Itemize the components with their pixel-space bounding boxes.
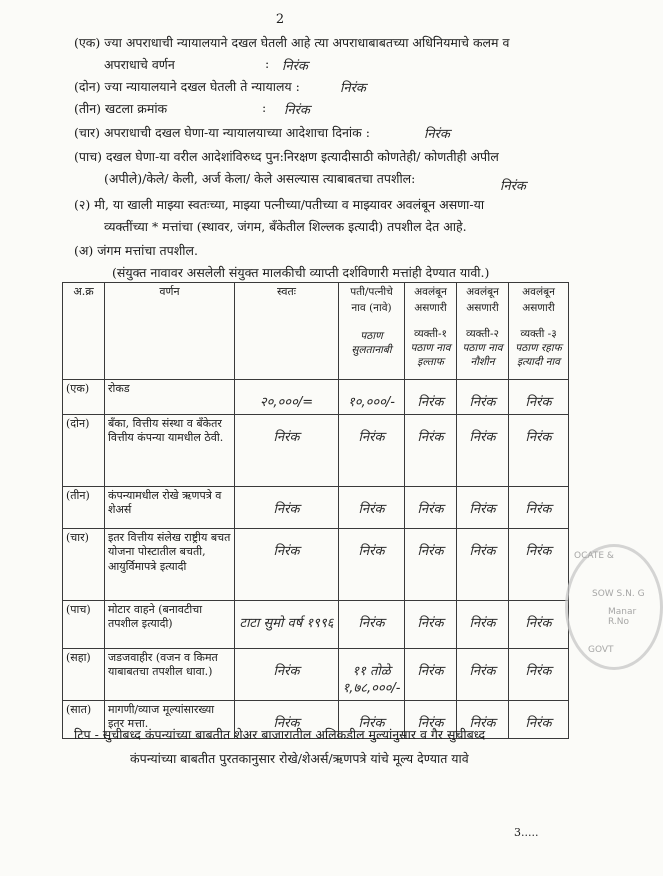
table-row [63,414,569,486]
header-spouse-name: पठाण सुलतानाबी [351,330,392,357]
header-dep3-l3: व्यक्ती -३ [520,328,557,340]
row-dep1: निरंक [405,414,457,486]
stamp-mid-text: SOW S.N. G [592,589,645,599]
row-self: २०,०००/= [235,380,339,415]
header-desc [105,283,235,380]
row-self: टाटा सुमो वर्ष १९९६ [235,600,339,648]
row-dep2: निरंक [457,600,509,648]
header-dep3 [509,283,569,380]
header-dep3-l2: असणारी [522,302,555,314]
header-sr-label: अ.क्र [73,285,94,298]
header-dep2-l1: अवलंबून [466,286,499,298]
note-line2: कंपन्यांच्या बाबतीत पुरतकानुसार रोखे/शेअर्स/ऋणपत्रे यांचे मूल्य देण्यात यावे [130,751,469,766]
header-dep2-l3: व्यक्ती-२ [465,328,500,340]
page-number: 2 [275,12,285,27]
table-row [63,528,569,600]
para-teen-value: निरंक [284,103,310,118]
row-spouse: निरंक [339,414,405,486]
row-self: निरंक [235,528,339,600]
row-dep1: निरंक [405,528,457,600]
row-sr: (पाच) [63,600,105,648]
header-dep2-l2: असणारी [466,302,499,314]
header-dep1 [405,283,457,380]
para-char-value: निरंक [424,127,450,142]
row-dep1: निरंक [405,648,457,700]
table-row [63,380,569,415]
row-desc: जडजवाहीर (वजन व किमत याबाबतचा तपशील धावा.) [105,648,235,700]
header-dep1-name: पठाण नाव इल्ताफ [410,342,451,369]
row-dep2: निरंक [457,414,509,486]
row-self: निरंक [235,648,339,700]
row-sr: (तीन) [63,486,105,528]
row-spouse: निरंक [339,600,405,648]
row-dep3: निरंक [509,648,569,700]
row-self: निरंक [235,700,339,738]
header-self [235,283,339,380]
header-spouse-l1: पती/पत्नीचे [350,286,393,298]
row-spouse: निरंक [339,486,405,528]
advocate-stamp [565,544,663,670]
header-sr [63,283,105,380]
stamp-top-text: OCATE & [574,551,614,561]
row-dep2: निरंक [457,486,509,528]
row-desc: मागणी/व्याज मूल्यांसारख्या इतर मत्ता. [105,700,235,738]
para-two-line1: (२) मी, या खाली माझ्या स्वतःच्या, माझ्या पत्नीच्या/पतीच्या व माझ्यावर अवलंबून असणा-या [74,197,485,212]
next-page-indicator: 3..... [514,826,539,839]
para-ek-line1: (एक) ज्या अपराधाची न्यायालयाने दखल घेतली आहे त्या अपराधाबाबतच्या अधिनियमाचे कलम व [74,35,510,50]
row-dep3: निरंक [509,528,569,600]
row-dep3: निरंक [509,380,569,415]
row-spouse: निरंक [339,700,405,738]
row-spouse: ११ तोळे १,७८,०००/- [339,648,405,700]
para-teen-label: (तीन) खटला क्रमांक [74,101,168,116]
row-spouse: १०,०००/- [339,380,405,415]
row-dep1: निरंक [405,486,457,528]
row-desc: मोटार वाहने (बनावटीचा तपशील इत्यादी) [105,600,235,648]
para-ek-value: निरंक [282,59,308,74]
row-sr: (सात) [63,700,105,738]
row-desc: कंपन्यामधील रोखे ऋणपत्रे व शेअर्स [105,486,235,528]
movable-assets-table [62,282,569,739]
row-spouse: निरंक [339,528,405,600]
header-dep1-l3: व्यक्ती-१ [413,328,448,340]
header-dep1-l2: असणारी [414,302,447,314]
row-desc: इतर वित्तीय संलेख राष्ट्रीय बचत योजना पोस्टातील बचती, आयुर्विमापत्रे इत्यादी [105,528,235,600]
row-dep2: निरंक [457,528,509,600]
para-ek-colon: : [265,56,270,71]
para-don-label: (दोन) ज्या न्यायालयाने दखल घेतली ते न्यायालय : [74,79,300,94]
row-dep3: निरंक [509,414,569,486]
table-row [63,486,569,528]
row-dep2: निरंक [457,648,509,700]
row-dep3: निरंक [509,600,569,648]
para-a-line: (अ) जंगम मत्तांचा तपशील. [74,243,198,258]
header-dep2-name: पठाण नाव नौशीन [462,342,503,369]
row-dep2: निरंक [457,380,509,415]
row-sr: (सहा) [63,648,105,700]
para-teen-colon: : [262,100,267,115]
para-two-line2: व्यक्तींच्या * मत्तांचा (स्थावर, जंगम, बँकेतील शिल्लक इत्यादी) तपशील देत आहे. [104,219,467,234]
para-pach-value: निरंक [500,179,526,194]
para-don-value: निरंक [340,81,366,96]
row-sr: (एक) [63,380,105,415]
row-self: निरंक [235,414,339,486]
para-char-label: (चार) अपराधाची दखल घेणा-या न्यायालयाच्या आदेशाचा दिनांक : [74,125,370,140]
row-self: निरंक [235,486,339,528]
stamp-name-text: Manar R.No [608,607,637,627]
row-dep1: निरंक [405,380,457,415]
table-row [63,648,569,700]
header-spouse-l2: नाव (नावे) [351,302,392,314]
header-dep2 [457,283,509,380]
row-desc: बँका, वित्तीय संस्था व बँकेतर वित्तीय कंपन्या यामधील ठेवी. [105,414,235,486]
row-dep3: निरंक [509,700,569,738]
row-sr: (दोन) [63,414,105,486]
stamp-bottom-text: GOVT [588,645,614,655]
row-dep1: निरंक [405,700,457,738]
header-dep3-l1: अवलंबून [522,286,555,298]
row-dep2: निरंक [457,700,509,738]
header-desc-label: वर्णन [159,285,180,298]
header-dep1-l1: अवलंबून [414,286,447,298]
row-sr: (चार) [63,528,105,600]
row-dep3: निरंक [509,486,569,528]
row-dep1: निरंक [405,600,457,648]
para-pach-line1: (पाच) दखल घेणा-या वरील आदेशांविरुध्द पुन:निरक्षण इत्यादीसाठी कोणतेही/ कोणतीही अपील [74,149,499,164]
header-spouse [339,283,405,380]
para-ek-line2: अपराधाचे वर्णन [104,57,175,72]
table-row [63,600,569,648]
para-a-sub: (संयुक्त नावावर असलेली संयुक्त मालकीची व्याप्ती दर्शविणारी मत्तांही देण्यात यावी.) [112,265,490,280]
para-pach-line2: (अपीले)/केले/ केली, अर्ज केला/ केले असल्यास त्याबाबतचा तपशील: [104,171,416,186]
table-header-row [63,283,569,380]
header-dep3-name: पठाण रहाफ इत्यादी नाव [515,342,562,369]
row-desc: रोकड [105,380,235,415]
header-self-label: स्वतः [277,285,296,298]
note-line1: टिप - सुचीबध्द कंपन्यांच्या बाबतीत शेअर बाजारातील अलिकडील मुल्यांनुसार व गैर सुचीबध्द [74,727,486,742]
